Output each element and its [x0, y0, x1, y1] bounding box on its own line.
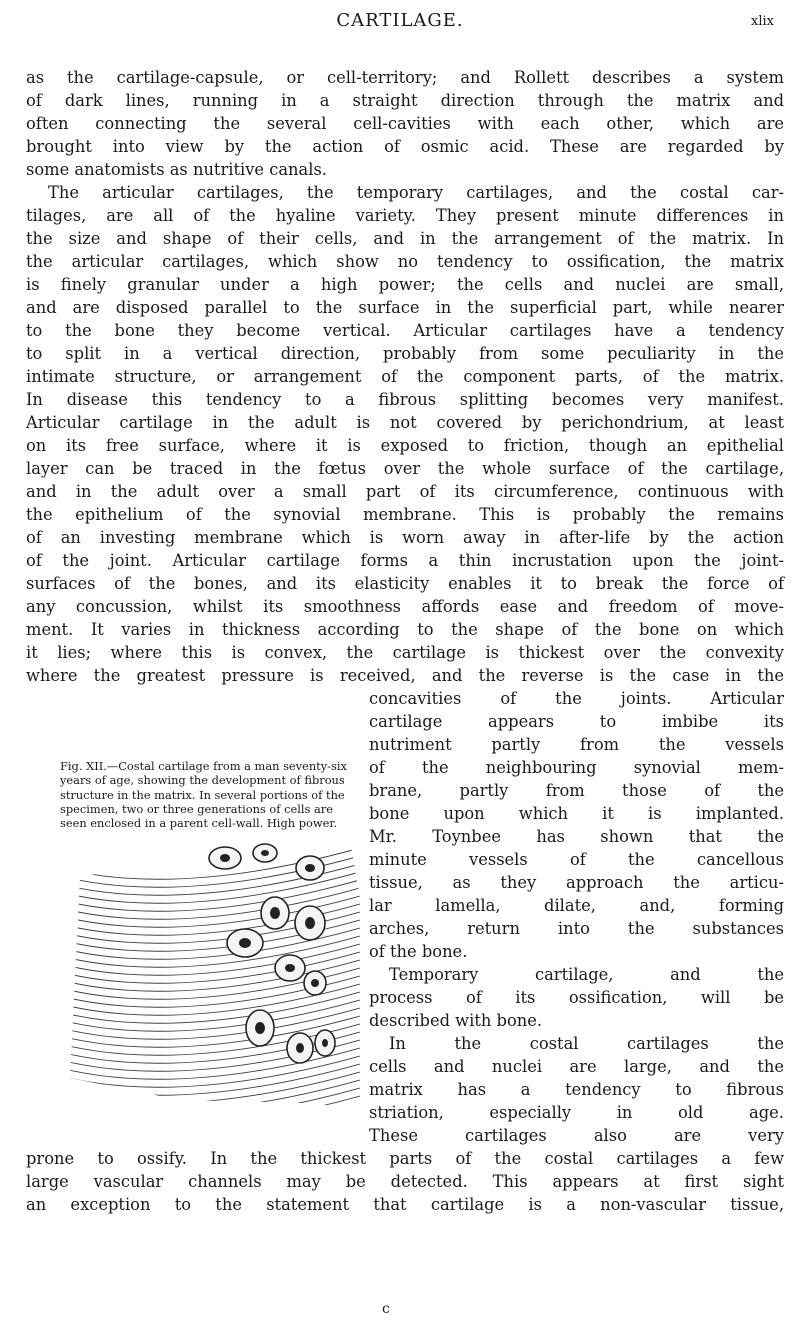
- side-line: striation, especially in old age.: [369, 1103, 784, 1122]
- side-line: described with bone.: [369, 1011, 543, 1030]
- body-line: some anatomists as nutritive canals.: [26, 160, 327, 179]
- side-line: tissue, as they approach the articu-: [369, 873, 784, 892]
- body-line: large vascular channels may be detected. This appears at first sight: [26, 1172, 784, 1191]
- body-line: brought into view by the action of osmic acid. These are regarded by: [26, 137, 784, 156]
- body-line: as the cartilage-capsule, or cell-territory; and Rollett describes a system: [26, 68, 784, 87]
- side-line: arches, return into the substances: [369, 919, 784, 938]
- side-line: These cartilages also are very: [369, 1126, 784, 1145]
- side-line: matrix has a tendency to fibrous: [369, 1080, 784, 1099]
- body-line: the epithelium of the synovial membrane. This is probably the remains: [26, 505, 784, 524]
- body-line: where the greatest pressure is received, and the reverse is the case in the: [26, 666, 784, 685]
- side-line: brane, partly from those of the: [369, 781, 784, 800]
- body-line: to split in a vertical direction, probably from some peculiarity in the: [26, 344, 784, 363]
- body-line: of the joint. Articular cartilage forms a thin incrustation upon the joint-: [26, 551, 784, 570]
- figure-caption: Fig. XII.—Costal cartilage from a man seventy-six years of age, showing the development of fibrous structure in the matrix. In several portions of the specimen, two or three generations of cells are seen enclosed in a parent cell-wall. High power.: [60, 759, 347, 831]
- body-line: the articular cartilages, which show no tendency to ossification, the matrix: [26, 252, 784, 271]
- body-line: and in the adult over a small part of its circumference, continuous with: [26, 482, 784, 501]
- side-line: Temporary cartilage, and the: [389, 965, 784, 984]
- body-line: The articular cartilages, the temporary cartilages, and the costal car-: [48, 183, 784, 202]
- body-line: to the bone they become vertical. Articular cartilages have a tendency: [26, 321, 784, 340]
- side-line: process of its ossification, will be: [369, 988, 784, 1007]
- body-line: tilages, are all of the hyaline variety. They present minute differences in: [26, 206, 784, 225]
- side-line: of the neighbouring synovial mem-: [369, 758, 784, 777]
- cartilage-engraving-figure: [60, 838, 360, 1108]
- body-line: layer can be traced in the fœtus over the whole surface of the cartilage,: [26, 459, 784, 478]
- body-line: surfaces of the bones, and its elasticity enables it to break the force of: [26, 574, 784, 593]
- body-line: In disease this tendency to a fibrous splitting becomes very manifest.: [26, 390, 784, 409]
- body-line: and are disposed parallel to the surface in the superficial part, while nearer: [26, 298, 784, 317]
- body-line: intimate structure, or arrangement of the component parts, of the matrix.: [26, 367, 784, 386]
- body-line: ment. It varies in thickness according to the shape of the bone on which: [26, 620, 784, 639]
- side-line: lar lamella, dilate, and, forming: [369, 896, 784, 915]
- page-number: xlix: [751, 14, 774, 29]
- side-line: of the bone.: [369, 942, 468, 961]
- body-line: any concussion, whilst its smoothness affords ease and freedom of move-: [26, 597, 784, 616]
- side-line: cartilage appears to imbibe its: [369, 712, 784, 731]
- side-line: bone upon which it is implanted.: [369, 804, 784, 823]
- body-line: an exception to the statement that cartilage is a non-vascular tissue,: [26, 1195, 784, 1214]
- side-line: In the costal cartilages the: [389, 1034, 784, 1053]
- page-header: [0, 10, 800, 40]
- body-line: the size and shape of their cells, and in the arrangement of the matrix. In: [26, 229, 784, 248]
- body-line: prone to ossify. In the thickest parts of the costal cartilages a few: [26, 1149, 784, 1168]
- body-line: on its free surface, where it is exposed to friction, though an epithelial: [26, 436, 784, 455]
- body-line: it lies; where this is convex, the cartilage is thickest over the convexity: [26, 643, 784, 662]
- side-line: nutriment partly from the vessels: [369, 735, 784, 754]
- side-line: concavities of the joints. Articular: [369, 689, 784, 708]
- body-line: of dark lines, running in a straight direction through the matrix and: [26, 91, 784, 110]
- side-line: minute vessels of the cancellous: [369, 850, 784, 869]
- running-title: CARTILAGE.: [336, 10, 464, 31]
- body-line: often connecting the several cell-cavities with each other, which are: [26, 114, 784, 133]
- body-line: of an investing membrane which is worn away in after-life by the action: [26, 528, 784, 547]
- side-line: Mr. Toynbee has shown that the: [369, 827, 784, 846]
- side-line: cells and nuclei are large, and the: [369, 1057, 784, 1076]
- body-line: Articular cartilage in the adult is not covered by perichondrium, at least: [26, 413, 784, 432]
- signature-mark: c: [382, 1301, 390, 1317]
- body-line: is finely granular under a high power; the cells and nuclei are small,: [26, 275, 784, 294]
